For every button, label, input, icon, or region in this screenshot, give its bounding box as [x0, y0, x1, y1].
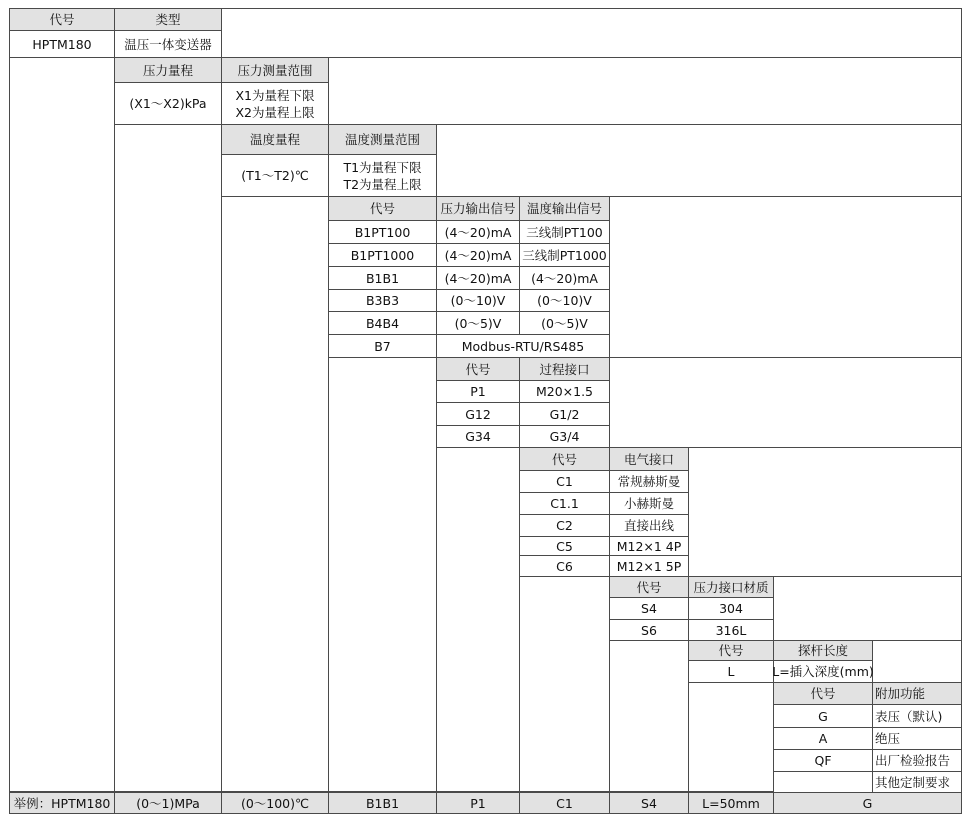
electrical-row-code: C1 — [519, 470, 610, 493]
material-row-code: S4 — [609, 597, 689, 620]
output-row-temperature: (4～20)mA — [519, 266, 610, 290]
output-row-pressure: (4～20)mA — [436, 243, 520, 267]
output-row-modbus: Modbus-RTU/RS485 — [436, 334, 610, 358]
output-row-code: B1PT1000 — [328, 243, 437, 267]
model-code: HPTM180 — [9, 30, 115, 58]
process-row-code: P1 — [436, 380, 520, 403]
output-row-temperature: (0～10)V — [519, 289, 610, 312]
temperature-desc-line2: T2为量程上限 — [343, 176, 422, 192]
temperature-range-value: (T1～T2)℃ — [221, 154, 329, 197]
probe-row-value: L=插入深度(mm) — [773, 660, 873, 683]
example-process: P1 — [436, 792, 520, 814]
probe-blank — [872, 640, 962, 683]
electrical-row-value: 直接出线 — [609, 514, 689, 537]
electrical-header-value: 电气接口 — [609, 447, 689, 471]
example-label: 举例：HPTM180 — [9, 792, 115, 814]
example-probe: L=50mm — [688, 792, 774, 814]
output-row-code: B3B3 — [328, 289, 437, 312]
extra-row-value: 其他定制要求 — [872, 771, 962, 793]
output-header-code: 代号 — [328, 196, 437, 221]
spine-col-2 — [114, 124, 222, 792]
output-row-temperature: 三线制PT100 — [519, 220, 610, 244]
spine-col-6 — [519, 576, 610, 792]
extra-header-code: 代号 — [773, 682, 873, 705]
spine-col-1 — [9, 57, 115, 792]
electrical-row-value: 常规赫斯曼 — [609, 470, 689, 493]
electrical-row-code: C5 — [519, 536, 610, 556]
electrical-row-code: C6 — [519, 555, 610, 577]
electrical-row-value: M12×1 5P — [609, 555, 689, 577]
material-row-value: 316L — [688, 619, 774, 641]
example-extra: G — [773, 792, 962, 814]
process-row-code: G12 — [436, 402, 520, 426]
electrical-blank — [688, 447, 962, 577]
header-type: 类型 — [114, 8, 222, 31]
example-temperature-range: (0～100)℃ — [221, 792, 329, 814]
output-header-temperature: 温度输出信号 — [519, 196, 610, 221]
process-header-value: 过程接口 — [519, 357, 610, 381]
model-type: 温压一体变送器 — [114, 30, 222, 58]
temperature-blank — [436, 124, 962, 197]
electrical-header-code: 代号 — [519, 447, 610, 471]
extra-row-code — [773, 771, 873, 793]
extra-row-code: QF — [773, 749, 873, 772]
spine-col-4 — [328, 357, 437, 792]
output-row-pressure: (4～20)mA — [436, 266, 520, 290]
example-electrical: C1 — [519, 792, 610, 814]
electrical-row-code: C2 — [519, 514, 610, 537]
pressure-range-value: (X1～X2)kPa — [114, 82, 222, 125]
output-row-code: B4B4 — [328, 311, 437, 335]
spine-col-7 — [609, 640, 689, 792]
extra-row-code: A — [773, 727, 873, 750]
header-code: 代号 — [9, 8, 115, 31]
output-row-code: B1PT100 — [328, 220, 437, 244]
pressure-desc-line1: X1为量程下限 — [235, 87, 315, 103]
output-row-pressure: (0～5)V — [436, 311, 520, 335]
probe-header-value: 探杆长度 — [773, 640, 873, 661]
example-material: S4 — [609, 792, 689, 814]
process-header-code: 代号 — [436, 357, 520, 381]
pressure-desc-line2: X2为量程上限 — [235, 104, 315, 120]
output-row-pressure: (4～20)mA — [436, 220, 520, 244]
pressure-range-header: 压力量程 — [114, 57, 222, 83]
temperature-desc-header: 温度测量范围 — [328, 124, 437, 155]
temperature-desc — [328, 154, 437, 197]
spine-col-5 — [436, 447, 520, 792]
spine-col-8 — [688, 682, 774, 792]
material-row-code: S6 — [609, 619, 689, 641]
material-header-value: 压力接口材质 — [688, 576, 774, 598]
process-row-value: M20×1.5 — [519, 380, 610, 403]
material-header-code: 代号 — [609, 576, 689, 598]
extra-row-code: G — [773, 704, 873, 728]
process-row-code: G34 — [436, 425, 520, 448]
process-row-value: G1/2 — [519, 402, 610, 426]
temperature-range-header: 温度量程 — [221, 124, 329, 155]
extra-row-value: 表压（默认) — [872, 704, 962, 728]
output-row-temperature: (0～5)V — [519, 311, 610, 335]
output-blank — [609, 196, 962, 358]
extra-row-value: 绝压 — [872, 727, 962, 750]
probe-row-code: L — [688, 660, 774, 683]
output-row-code: B1B1 — [328, 266, 437, 290]
header-blank — [221, 8, 962, 58]
example-pressure-range: (0～1)MPa — [114, 792, 222, 814]
process-row-value: G3/4 — [519, 425, 610, 448]
material-row-value: 304 — [688, 597, 774, 620]
example-output: B1B1 — [328, 792, 437, 814]
output-header-pressure: 压力输出信号 — [436, 196, 520, 221]
process-blank — [609, 357, 962, 448]
pressure-desc-header: 压力测量范围 — [221, 57, 329, 83]
pressure-blank — [328, 57, 962, 125]
spine-col-3 — [221, 196, 329, 792]
output-row-temperature: 三线制PT1000 — [519, 243, 610, 267]
electrical-row-value: M12×1 4P — [609, 536, 689, 556]
electrical-row-value: 小赫斯曼 — [609, 492, 689, 515]
probe-header-code: 代号 — [688, 640, 774, 661]
extra-row-value: 出厂检验报告 — [872, 749, 962, 772]
pressure-desc — [221, 82, 329, 125]
output-row-code: B7 — [328, 334, 437, 358]
output-row-pressure: (0～10)V — [436, 289, 520, 312]
extra-header-value: 附加功能 — [872, 682, 962, 705]
material-blank — [773, 576, 962, 641]
electrical-row-code: C1.1 — [519, 492, 610, 515]
temperature-desc-line1: T1为量程下限 — [343, 159, 422, 175]
